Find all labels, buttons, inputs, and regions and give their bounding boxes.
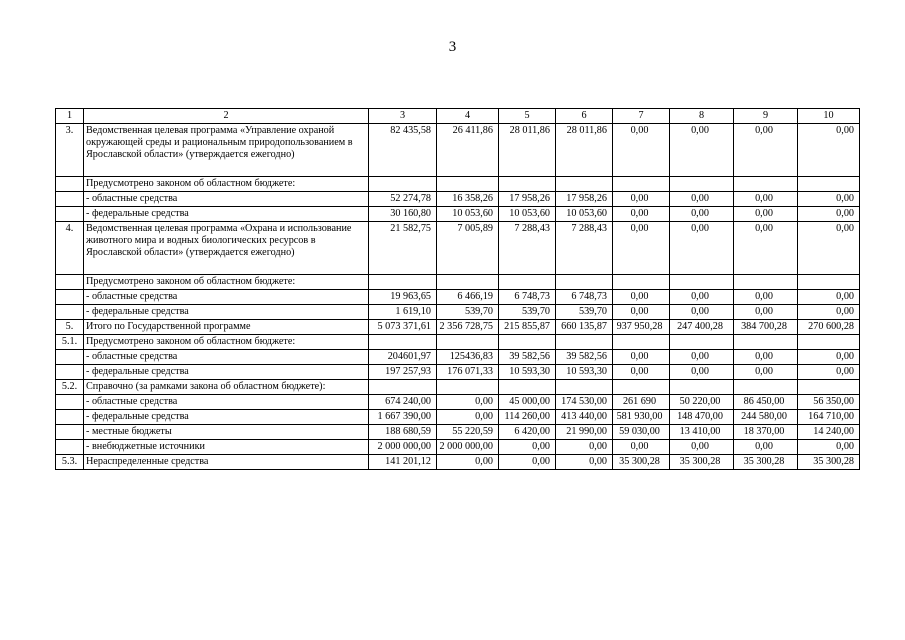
value-cell: 188 680,59 [369,425,437,440]
value-cell [734,335,798,350]
value-cell: 0,00 [613,222,670,275]
value-cell: 937 950,28 [613,320,670,335]
value-cell: 7 288,43 [499,222,556,275]
value-cell [556,335,613,350]
table-row [56,320,860,335]
row-name-cell: - федеральные средства [84,207,369,222]
value-cell: 0,00 [670,365,734,380]
row-name-cell: - федеральные средства [84,365,369,380]
row-name-cell: - внебюджетные источники [84,440,369,455]
row-number-cell [56,410,84,425]
value-cell [437,380,499,395]
table-row [56,207,860,222]
value-cell [556,275,613,290]
value-cell [369,177,437,192]
value-cell: 0,00 [670,124,734,177]
value-cell: 0,00 [437,395,499,410]
value-cell: 6 420,00 [499,425,556,440]
value-cell: 204601,97 [369,350,437,365]
row-number-cell [56,192,84,207]
table-row [56,455,860,470]
header-cell: 2 [84,109,369,124]
value-cell [369,275,437,290]
value-cell: 30 160,80 [369,207,437,222]
value-cell [369,380,437,395]
value-cell: 197 257,93 [369,365,437,380]
value-cell: 0,00 [734,222,798,275]
value-cell: 21 990,00 [556,425,613,440]
row-name-cell: Предусмотрено законом об областном бюджете: [84,275,369,290]
table-row [56,290,860,305]
table-row [56,365,860,380]
value-cell: 247 400,28 [670,320,734,335]
table-row [56,275,860,290]
row-name-cell: Итого по Государственной программе [84,320,369,335]
row-name-cell: - федеральные средства [84,305,369,320]
header-row [56,109,860,124]
row-number-cell [56,177,84,192]
value-cell: 0,00 [613,365,670,380]
value-cell: 0,00 [734,305,798,320]
value-cell: 0,00 [556,455,613,470]
value-cell: 1 667 390,00 [369,410,437,425]
value-cell: 56 350,00 [798,395,860,410]
value-cell: 35 300,28 [734,455,798,470]
value-cell [369,335,437,350]
value-cell: 28 011,86 [499,124,556,177]
value-cell [613,275,670,290]
value-cell: 35 300,28 [798,455,860,470]
value-cell: 0,00 [437,455,499,470]
value-cell [613,335,670,350]
value-cell [556,177,613,192]
row-name-cell: Предусмотрено законом об областном бюджете: [84,177,369,192]
value-cell: 6 748,73 [499,290,556,305]
value-cell: 0,00 [798,305,860,320]
budget-table [55,108,860,470]
value-cell: 10 593,30 [556,365,613,380]
value-cell: 10 593,30 [499,365,556,380]
value-cell: 82 435,58 [369,124,437,177]
value-cell: 0,00 [670,222,734,275]
row-number-cell [56,425,84,440]
value-cell: 539,70 [437,305,499,320]
value-cell: 0,00 [670,350,734,365]
value-cell: 17 958,26 [556,192,613,207]
value-cell: 244 580,00 [734,410,798,425]
header-cell: 5 [499,109,556,124]
value-cell: 413 440,00 [556,410,613,425]
value-cell: 141 201,12 [369,455,437,470]
value-cell: 0,00 [798,124,860,177]
table-row [56,425,860,440]
value-cell [798,177,860,192]
row-number-cell: 4. [56,222,84,275]
row-name-cell: Нераспределенные средства [84,455,369,470]
value-cell: 164 710,00 [798,410,860,425]
value-cell: 0,00 [613,440,670,455]
value-cell: 215 855,87 [499,320,556,335]
page-number: 3 [448,39,457,55]
value-cell: 10 053,60 [556,207,613,222]
value-cell: 674 240,00 [369,395,437,410]
value-cell: 35 300,28 [613,455,670,470]
value-cell: 0,00 [670,290,734,305]
value-cell: 261 690 [613,395,670,410]
value-cell: 13 410,00 [670,425,734,440]
value-cell: 0,00 [798,222,860,275]
value-cell: 55 220,59 [437,425,499,440]
value-cell: 0,00 [798,365,860,380]
value-cell: 660 135,87 [556,320,613,335]
value-cell: 0,00 [798,440,860,455]
value-cell: 539,70 [499,305,556,320]
value-cell: 0,00 [613,192,670,207]
value-cell: 384 700,28 [734,320,798,335]
value-cell: 0,00 [613,350,670,365]
value-cell [499,380,556,395]
value-cell: 28 011,86 [556,124,613,177]
value-cell: 581 930,00 [613,410,670,425]
value-cell: 0,00 [670,192,734,207]
value-cell [613,380,670,395]
value-cell [437,335,499,350]
value-cell: 1 619,10 [369,305,437,320]
value-cell: 39 582,56 [499,350,556,365]
value-cell: 26 411,86 [437,124,499,177]
value-cell: 7 005,89 [437,222,499,275]
value-cell: 52 274,78 [369,192,437,207]
value-cell: 0,00 [734,440,798,455]
value-cell: 2 000 000,00 [369,440,437,455]
value-cell: 0,00 [613,290,670,305]
table-row [56,380,860,395]
value-cell: 125436,83 [437,350,499,365]
row-number-cell [56,365,84,380]
value-cell: 0,00 [798,207,860,222]
value-cell: 5 073 371,61 [369,320,437,335]
table-row [56,410,860,425]
table-row [56,335,860,350]
table-row [56,350,860,365]
value-cell [670,177,734,192]
value-cell: 14 240,00 [798,425,860,440]
value-cell: 0,00 [670,305,734,320]
row-name-cell: - областные средства [84,192,369,207]
value-cell: 45 000,00 [499,395,556,410]
value-cell: 174 530,00 [556,395,613,410]
value-cell: 0,00 [613,124,670,177]
value-cell: 0,00 [734,365,798,380]
table-row [56,395,860,410]
table-row [56,192,860,207]
table-row [56,177,860,192]
value-cell: 148 470,00 [670,410,734,425]
value-cell: 0,00 [613,305,670,320]
value-cell [499,275,556,290]
row-name-cell: - областные средства [84,350,369,365]
value-cell: 10 053,60 [437,207,499,222]
row-name-cell: Ведомственная целевая программа «Охрана и использование животного мира и водных биологических ресурсов в Ярославской области» (утверждается ежегодно) [84,222,369,275]
header-cell: 4 [437,109,499,124]
value-cell: 17 958,26 [499,192,556,207]
value-cell: 0,00 [499,440,556,455]
row-name-cell: - федеральные средства [84,410,369,425]
value-cell: 6 466,19 [437,290,499,305]
value-cell [670,335,734,350]
header-cell: 8 [670,109,734,124]
header-cell: 3 [369,109,437,124]
value-cell [556,380,613,395]
table-body [56,109,860,470]
value-cell [798,380,860,395]
row-number-cell: 5. [56,320,84,335]
header-cell: 6 [556,109,613,124]
value-cell [734,275,798,290]
row-name-cell: - местные бюджеты [84,425,369,440]
row-name-cell: Справочно (за рамками закона об областном бюджете): [84,380,369,395]
row-number-cell [56,440,84,455]
value-cell [734,380,798,395]
value-cell: 39 582,56 [556,350,613,365]
row-number-cell [56,207,84,222]
value-cell [499,177,556,192]
value-cell: 0,00 [798,350,860,365]
value-cell: 176 071,33 [437,365,499,380]
value-cell: 0,00 [670,207,734,222]
row-number-cell: 5.3. [56,455,84,470]
value-cell: 270 600,28 [798,320,860,335]
value-cell [670,275,734,290]
value-cell: 35 300,28 [670,455,734,470]
value-cell: 86 450,00 [734,395,798,410]
table-row [56,124,860,177]
value-cell: 0,00 [437,410,499,425]
row-number-cell [56,350,84,365]
row-number-cell: 5.1. [56,335,84,350]
value-cell: 0,00 [734,124,798,177]
value-cell: 0,00 [798,192,860,207]
row-number-cell [56,395,84,410]
value-cell: 114 260,00 [499,410,556,425]
value-cell [437,275,499,290]
value-cell: 59 030,00 [613,425,670,440]
value-cell: 2 356 728,75 [437,320,499,335]
value-cell [670,380,734,395]
value-cell: 539,70 [556,305,613,320]
value-cell: 18 370,00 [734,425,798,440]
header-cell: 7 [613,109,670,124]
row-number-cell [56,290,84,305]
row-name-cell: - областные средства [84,395,369,410]
row-number-cell: 3. [56,124,84,177]
value-cell: 16 358,26 [437,192,499,207]
row-number-cell: 5.2. [56,380,84,395]
value-cell: 19 963,65 [369,290,437,305]
value-cell: 0,00 [613,207,670,222]
value-cell: 10 053,60 [499,207,556,222]
table-row [56,305,860,320]
value-cell: 0,00 [798,290,860,305]
value-cell: 6 748,73 [556,290,613,305]
header-cell: 1 [56,109,84,124]
value-cell [613,177,670,192]
row-number-cell [56,305,84,320]
value-cell [734,177,798,192]
header-cell: 10 [798,109,860,124]
table-row [56,440,860,455]
value-cell: 2 000 000,00 [437,440,499,455]
row-name-cell: Ведомственная целевая программа «Управление охраной окружающей среды и рациональным природопользованием в Ярославской области» (утверждается ежегодно) [84,124,369,177]
value-cell [798,275,860,290]
value-cell: 0,00 [734,350,798,365]
value-cell [798,335,860,350]
value-cell: 0,00 [734,192,798,207]
value-cell: 21 582,75 [369,222,437,275]
value-cell: 50 220,00 [670,395,734,410]
value-cell: 0,00 [556,440,613,455]
value-cell: 0,00 [670,440,734,455]
value-cell: 0,00 [734,207,798,222]
value-cell: 0,00 [734,290,798,305]
value-cell: 0,00 [499,455,556,470]
value-cell: 7 288,43 [556,222,613,275]
row-number-cell [56,275,84,290]
table-row [56,222,860,275]
value-cell [437,177,499,192]
row-name-cell: Предусмотрено законом об областном бюджете: [84,335,369,350]
row-name-cell: - областные средства [84,290,369,305]
value-cell [499,335,556,350]
header-cell: 9 [734,109,798,124]
